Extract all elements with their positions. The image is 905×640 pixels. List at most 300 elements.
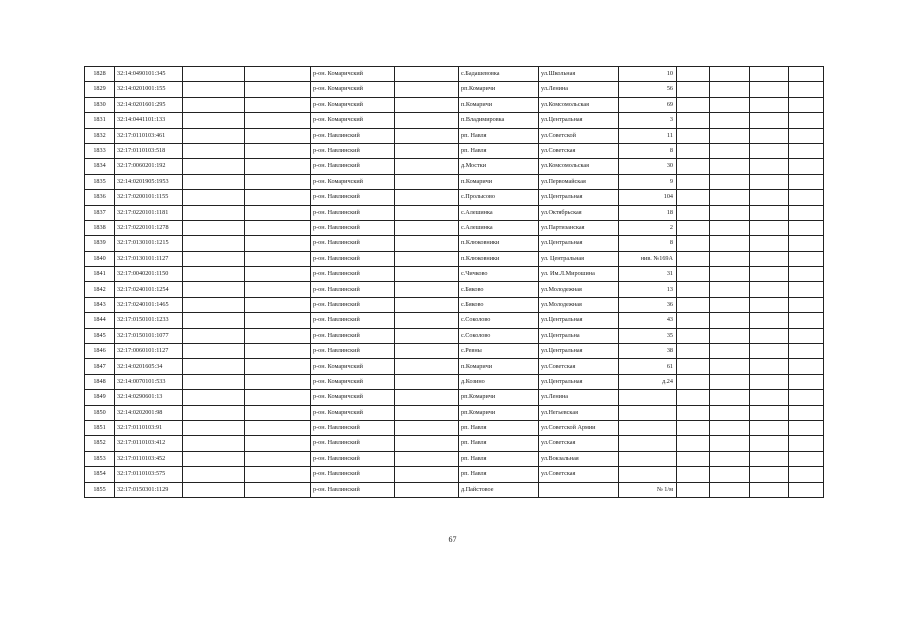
empty-cell (677, 297, 710, 312)
empty-cell (245, 436, 311, 451)
empty-cell (677, 313, 710, 328)
settlement-cell: рп.Комаричи (459, 82, 539, 97)
empty-cell (710, 236, 750, 251)
empty-cell (677, 67, 710, 82)
settlement-cell: д.Мостки (459, 159, 539, 174)
empty-cell (789, 374, 824, 389)
empty-cell (395, 128, 459, 143)
empty-cell (789, 128, 824, 143)
district-cell: р-он. Навлинский (311, 467, 395, 482)
empty-cell (395, 113, 459, 128)
district-cell: р-он. Навлинский (311, 267, 395, 282)
empty-cell (750, 205, 789, 220)
settlement-cell: рп. Навля (459, 420, 539, 435)
house-number-cell (619, 436, 677, 451)
table-row (85, 374, 824, 389)
settlement-cell: с.Соколово (459, 313, 539, 328)
empty-cell (750, 174, 789, 189)
empty-cell (245, 482, 311, 497)
table-row (85, 267, 824, 282)
street-cell: ул. Им.Л.Мирошина (539, 267, 619, 282)
empty-cell (710, 82, 750, 97)
cadastral-number-cell: 32:14:0201001:155 (115, 82, 183, 97)
street-cell: ул.Советской (539, 128, 619, 143)
empty-cell (750, 344, 789, 359)
empty-cell (395, 159, 459, 174)
empty-cell (789, 82, 824, 97)
empty-cell (183, 97, 245, 112)
empty-cell (395, 190, 459, 205)
empty-cell (789, 297, 824, 312)
settlement-cell: п.Клюковники (459, 236, 539, 251)
empty-cell (395, 436, 459, 451)
empty-cell (789, 220, 824, 235)
empty-cell (395, 420, 459, 435)
register-body (85, 67, 824, 498)
cadastral-number-cell: 32:17:0040201:1150 (115, 267, 183, 282)
district-cell: р-он. Навлинский (311, 436, 395, 451)
district-cell: р-он. Комаричский (311, 174, 395, 189)
empty-cell (395, 143, 459, 158)
settlement-cell: п.Владимировка (459, 113, 539, 128)
empty-cell (750, 143, 789, 158)
empty-cell (183, 344, 245, 359)
row-number-cell: 1837 (85, 205, 115, 220)
row-number-cell: 1848 (85, 374, 115, 389)
house-number-cell: 2 (619, 220, 677, 235)
street-cell: ул.Октябрьская (539, 205, 619, 220)
empty-cell (245, 451, 311, 466)
empty-cell (750, 128, 789, 143)
empty-cell (789, 143, 824, 158)
empty-cell (750, 159, 789, 174)
cadastral-number-cell: 32:17:0060101:1127 (115, 344, 183, 359)
register-table (84, 66, 824, 498)
empty-cell (183, 128, 245, 143)
cadastral-number-cell: 32:17:0110103:518 (115, 143, 183, 158)
street-cell: ул.Ленина (539, 390, 619, 405)
district-cell: р-он. Навлинский (311, 313, 395, 328)
street-cell: ул.Советская (539, 436, 619, 451)
empty-cell (245, 267, 311, 282)
empty-cell (183, 159, 245, 174)
row-number-cell: 1835 (85, 174, 115, 189)
empty-cell (677, 344, 710, 359)
table-row (85, 174, 824, 189)
empty-cell (789, 328, 824, 343)
empty-cell (245, 113, 311, 128)
empty-cell (710, 251, 750, 266)
empty-cell (677, 451, 710, 466)
empty-cell (750, 97, 789, 112)
street-cell: ул.Комсомольская (539, 97, 619, 112)
house-number-cell: 104 (619, 190, 677, 205)
district-cell: р-он. Комаричский (311, 405, 395, 420)
table-row (85, 282, 824, 297)
empty-cell (677, 205, 710, 220)
row-number-cell: 1838 (85, 220, 115, 235)
empty-cell (677, 220, 710, 235)
empty-cell (245, 344, 311, 359)
empty-cell (183, 236, 245, 251)
empty-cell (245, 467, 311, 482)
table-row (85, 190, 824, 205)
table-row (85, 451, 824, 466)
empty-cell (750, 267, 789, 282)
table-row (85, 390, 824, 405)
empty-cell (677, 174, 710, 189)
empty-cell (789, 205, 824, 220)
empty-cell (395, 359, 459, 374)
empty-cell (750, 82, 789, 97)
empty-cell (750, 190, 789, 205)
street-cell: ул.Советской Армии (539, 420, 619, 435)
street-cell: ул.Советская (539, 359, 619, 374)
house-number-cell: 43 (619, 313, 677, 328)
empty-cell (245, 205, 311, 220)
empty-cell (245, 128, 311, 143)
table-row (85, 97, 824, 112)
street-cell: ул.Молодежная (539, 282, 619, 297)
empty-cell (750, 451, 789, 466)
row-number-cell: 1850 (85, 405, 115, 420)
settlement-cell: п.Комаричи (459, 359, 539, 374)
house-number-cell: 8 (619, 236, 677, 251)
empty-cell (677, 159, 710, 174)
empty-cell (183, 359, 245, 374)
empty-cell (710, 113, 750, 128)
house-number-cell (619, 405, 677, 420)
street-cell: ул.Школьная (539, 67, 619, 82)
table-row (85, 344, 824, 359)
empty-cell (183, 436, 245, 451)
table-row (85, 159, 824, 174)
empty-cell (395, 267, 459, 282)
row-number-cell: 1840 (85, 251, 115, 266)
table-row (85, 297, 824, 312)
table-row (85, 220, 824, 235)
empty-cell (789, 344, 824, 359)
street-cell: ул.Первомайская (539, 174, 619, 189)
district-cell: р-он. Навлинский (311, 220, 395, 235)
empty-cell (677, 359, 710, 374)
house-number-cell: 3 (619, 113, 677, 128)
empty-cell (789, 390, 824, 405)
empty-cell (750, 251, 789, 266)
settlement-cell: с.Алешинка (459, 220, 539, 235)
empty-cell (395, 451, 459, 466)
empty-cell (710, 143, 750, 158)
empty-cell (245, 390, 311, 405)
settlement-cell: с.Пролысово (459, 190, 539, 205)
district-cell: р-он. Навлинский (311, 251, 395, 266)
empty-cell (395, 174, 459, 189)
empty-cell (183, 220, 245, 235)
street-cell (539, 482, 619, 497)
empty-cell (245, 405, 311, 420)
empty-cell (395, 482, 459, 497)
empty-cell (395, 82, 459, 97)
street-cell: ул.Центральная (539, 374, 619, 389)
empty-cell (750, 328, 789, 343)
cadastral-number-cell: 32:14:0201905:1953 (115, 174, 183, 189)
table-row (85, 482, 824, 497)
street-cell: ул.Партизанская (539, 220, 619, 235)
empty-cell (245, 420, 311, 435)
settlement-cell: с.Чичково (459, 267, 539, 282)
cadastral-number-cell: 32:17:0240101:1465 (115, 297, 183, 312)
row-number-cell: 1836 (85, 190, 115, 205)
empty-cell (677, 482, 710, 497)
empty-cell (245, 159, 311, 174)
street-cell: ул.Центральная (539, 313, 619, 328)
street-cell: ул.Негьевская (539, 405, 619, 420)
empty-cell (395, 205, 459, 220)
empty-cell (395, 220, 459, 235)
house-number-cell: 61 (619, 359, 677, 374)
empty-cell (677, 374, 710, 389)
district-cell: р-он. Навлинский (311, 128, 395, 143)
settlement-cell: рп. Навля (459, 436, 539, 451)
empty-cell (710, 420, 750, 435)
empty-cell (750, 282, 789, 297)
cadastral-number-cell: 32:17:0110103:91 (115, 420, 183, 435)
cadastral-number-cell: 32:17:0150101:1077 (115, 328, 183, 343)
empty-cell (789, 174, 824, 189)
house-number-cell: 9 (619, 174, 677, 189)
empty-cell (677, 236, 710, 251)
cadastral-number-cell: 32:17:0220101:1278 (115, 220, 183, 235)
empty-cell (677, 128, 710, 143)
empty-cell (245, 143, 311, 158)
street-cell: ул. Центральная (539, 251, 619, 266)
table-row (85, 143, 824, 158)
cadastral-number-cell: 32:17:0150301:1129 (115, 482, 183, 497)
empty-cell (710, 451, 750, 466)
house-number-cell: 36 (619, 297, 677, 312)
street-cell: ул.Центральна (539, 328, 619, 343)
empty-cell (710, 297, 750, 312)
empty-cell (677, 282, 710, 297)
house-number-cell: № 1/м (619, 482, 677, 497)
cadastral-number-cell: 32:17:0110103:575 (115, 467, 183, 482)
settlement-cell: п.Комаричи (459, 174, 539, 189)
row-number-cell: 1828 (85, 67, 115, 82)
empty-cell (245, 374, 311, 389)
empty-cell (710, 128, 750, 143)
house-number-cell: 10 (619, 67, 677, 82)
empty-cell (789, 236, 824, 251)
cadastral-number-cell: 32:14:0490101:345 (115, 67, 183, 82)
row-number-cell: 1829 (85, 82, 115, 97)
empty-cell (750, 482, 789, 497)
district-cell: р-он. Навлинский (311, 282, 395, 297)
empty-cell (183, 374, 245, 389)
empty-cell (789, 97, 824, 112)
empty-cell (710, 374, 750, 389)
empty-cell (245, 236, 311, 251)
house-number-cell (619, 390, 677, 405)
empty-cell (395, 390, 459, 405)
house-number-cell: 18 (619, 205, 677, 220)
cadastral-number-cell: 32:17:0200101:1155 (115, 190, 183, 205)
empty-cell (183, 297, 245, 312)
settlement-cell: рп.Комаричи (459, 390, 539, 405)
empty-cell (710, 220, 750, 235)
empty-cell (789, 405, 824, 420)
row-number-cell: 1842 (85, 282, 115, 297)
table-row (85, 313, 824, 328)
empty-cell (183, 67, 245, 82)
empty-cell (750, 390, 789, 405)
table-row (85, 236, 824, 251)
empty-cell (183, 282, 245, 297)
district-cell: р-он. Комаричский (311, 390, 395, 405)
settlement-cell: д.Козино (459, 374, 539, 389)
empty-cell (710, 359, 750, 374)
empty-cell (789, 467, 824, 482)
empty-cell (677, 190, 710, 205)
house-number-cell (619, 420, 677, 435)
house-number-cell: 8 (619, 143, 677, 158)
empty-cell (710, 436, 750, 451)
district-cell: р-он. Комаричский (311, 374, 395, 389)
empty-cell (183, 113, 245, 128)
table-row (85, 205, 824, 220)
empty-cell (710, 328, 750, 343)
row-number-cell: 1831 (85, 113, 115, 128)
empty-cell (789, 482, 824, 497)
settlement-cell: с.Ревны (459, 344, 539, 359)
empty-cell (710, 159, 750, 174)
street-cell: ул.Молодежная (539, 297, 619, 312)
empty-cell (750, 220, 789, 235)
empty-cell (710, 482, 750, 497)
empty-cell (677, 328, 710, 343)
cadastral-number-cell: 32:17:0110103:452 (115, 451, 183, 466)
empty-cell (789, 251, 824, 266)
district-cell: р-он. Комаричский (311, 359, 395, 374)
empty-cell (710, 190, 750, 205)
row-number-cell: 1843 (85, 297, 115, 312)
district-cell: р-он. Навлинский (311, 451, 395, 466)
cadastral-number-cell: 32:17:0130101:1215 (115, 236, 183, 251)
empty-cell (395, 374, 459, 389)
cadastral-number-cell: 32:17:0110103:412 (115, 436, 183, 451)
empty-cell (245, 220, 311, 235)
district-cell: р-он. Навлинский (311, 236, 395, 251)
empty-cell (183, 313, 245, 328)
empty-cell (245, 282, 311, 297)
settlement-cell: д.Пайстовое (459, 482, 539, 497)
empty-cell (183, 267, 245, 282)
row-number-cell: 1853 (85, 451, 115, 466)
house-number-cell: 38 (619, 344, 677, 359)
empty-cell (183, 143, 245, 158)
settlement-cell: с.Бяково (459, 297, 539, 312)
empty-cell (789, 190, 824, 205)
empty-cell (750, 313, 789, 328)
empty-cell (395, 405, 459, 420)
empty-cell (789, 451, 824, 466)
empty-cell (395, 236, 459, 251)
table-row (85, 128, 824, 143)
house-number-cell: 56 (619, 82, 677, 97)
house-number-cell: 30 (619, 159, 677, 174)
row-number-cell: 1851 (85, 420, 115, 435)
cadastral-number-cell: 32:14:0201601:295 (115, 97, 183, 112)
empty-cell (750, 374, 789, 389)
empty-cell (677, 143, 710, 158)
table-row (85, 405, 824, 420)
empty-cell (677, 390, 710, 405)
empty-cell (750, 297, 789, 312)
empty-cell (710, 313, 750, 328)
table-row (85, 251, 824, 266)
row-number-cell: 1852 (85, 436, 115, 451)
empty-cell (789, 282, 824, 297)
cadastral-number-cell: 32:17:0110103:461 (115, 128, 183, 143)
table-row (85, 113, 824, 128)
settlement-cell: с.Алешинка (459, 205, 539, 220)
empty-cell (183, 390, 245, 405)
table-row (85, 359, 824, 374)
empty-cell (750, 67, 789, 82)
table-row (85, 82, 824, 97)
house-number-cell: 69 (619, 97, 677, 112)
row-number-cell: 1854 (85, 467, 115, 482)
district-cell: р-он. Навлинский (311, 344, 395, 359)
empty-cell (789, 436, 824, 451)
house-number-cell: 35 (619, 328, 677, 343)
cadastral-number-cell: 32:17:0240101:1254 (115, 282, 183, 297)
empty-cell (245, 251, 311, 266)
district-cell: р-он. Комаричский (311, 97, 395, 112)
cadastral-number-cell: 32:17:0220101:1181 (115, 205, 183, 220)
row-number-cell: 1839 (85, 236, 115, 251)
settlement-cell: п.Клюковники (459, 251, 539, 266)
empty-cell (245, 174, 311, 189)
row-number-cell: 1849 (85, 390, 115, 405)
empty-cell (710, 282, 750, 297)
cadastral-number-cell: 32:14:0290601:13 (115, 390, 183, 405)
row-number-cell: 1847 (85, 359, 115, 374)
empty-cell (710, 67, 750, 82)
house-number-cell (619, 467, 677, 482)
district-cell: р-он. Комаричский (311, 67, 395, 82)
empty-cell (710, 390, 750, 405)
district-cell: р-он. Навлинский (311, 482, 395, 497)
row-number-cell: 1846 (85, 344, 115, 359)
empty-cell (677, 82, 710, 97)
empty-cell (710, 97, 750, 112)
empty-cell (677, 267, 710, 282)
empty-cell (789, 267, 824, 282)
empty-cell (245, 297, 311, 312)
district-cell: р-он. Комаричский (311, 113, 395, 128)
street-cell: ул.Ленина (539, 82, 619, 97)
empty-cell (677, 251, 710, 266)
empty-cell (245, 67, 311, 82)
empty-cell (710, 467, 750, 482)
empty-cell (789, 67, 824, 82)
house-number-cell (619, 451, 677, 466)
settlement-cell: с.Соколово (459, 328, 539, 343)
row-number-cell: 1832 (85, 128, 115, 143)
table-row (85, 436, 824, 451)
cadastral-number-cell: 32:17:0150101:1233 (115, 313, 183, 328)
street-cell: ул.Центральная (539, 190, 619, 205)
